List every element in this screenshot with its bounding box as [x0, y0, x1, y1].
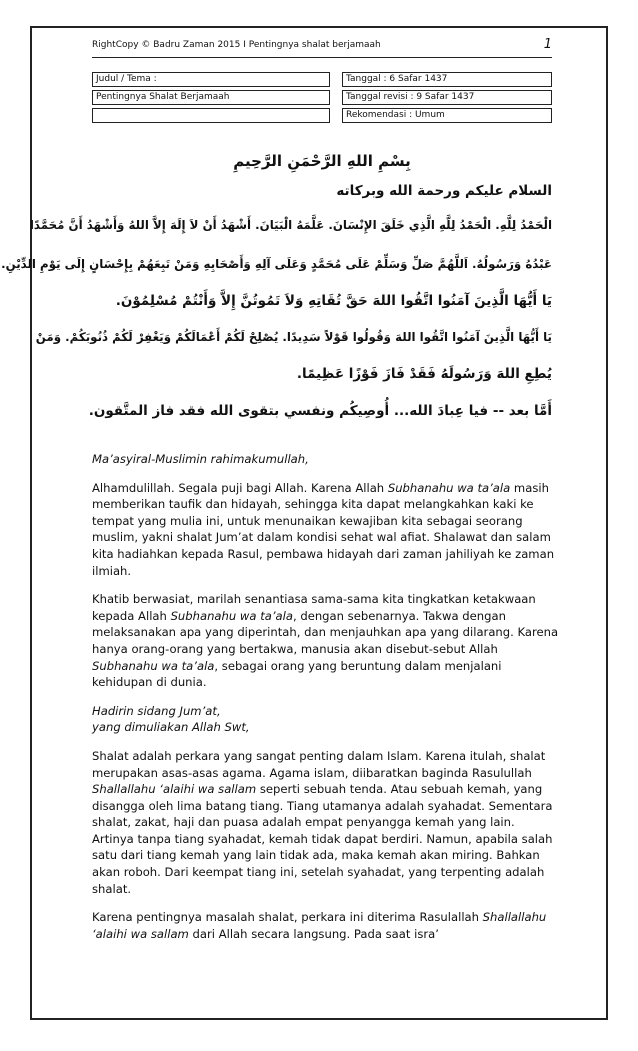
header-divider — [92, 57, 552, 58]
paragraph-3: Shalat adalah perkara yang sangat penting dalam Islam. Karena itulah, shalat merupakan asas-asas agama. Agama islam, diibaratkan baginda Rasulullah Shallallahu ‘alaihi wa sallam seperti sebuah tenda. Atau sebuah kemah, yang disangga oleh lima batang tiang. Tiang utamanya adalah syahadat. Sementara shalat, zakat, haji dan puasa adalah empat penyangga kemah yang lain. Artinya tanpa tiang syahadat, kemah tidak dapat berdiri. Namun, apabila salah satu dari tiang kemah yang lain tidak ada, maka kemah akan miring. Bahkan akan roboh. Dari keempat tiang ini, setelah syahadat, yang terpenting adalah shalat. — [92, 748, 553, 896]
paragraph-4: Karena pentingnya masalah shalat, perkara ini diterima Rasulallah Shallallahu ‘alaihi wa sallam dari Allah secara langsung. Pada saat isra’ — [92, 910, 547, 941]
arabic-line-6: أَمَّا بعد -- فيا عِبادَ الله... أُوصِيكُم ونفسي بتقوى الله فقد فاز المتَّقون. — [88, 403, 552, 419]
page-number: 1 — [543, 37, 552, 52]
arabic-salam: السلام عليكم ورحمة الله وبركاته — [336, 183, 552, 199]
meta-row — [92, 90, 552, 105]
page-header — [92, 39, 552, 55]
meta-empty-cell — [92, 108, 330, 123]
arabic-line-4: يَا أَيُّهَا الَّذِينَ آمَنُوا اتَّقُوا اللهَ وَقُولُوا قَوْلاً سَدِيدًا. يُصْلِحْ لَكُمْ أَعْمَالَكُمْ وَيَغْفِرْ لَكُمْ ذُنُوبَكُمْ. وَمَنْ — [35, 330, 552, 344]
meta-row — [92, 108, 552, 123]
meta-title-label: Judul / Tema : — [92, 72, 330, 87]
meta-title-value: Pentingnya Shalat Berjamaah — [92, 90, 330, 105]
arabic-line-5: يُطِعِ اللهَ وَرَسُولَهُ فَقَدْ فَازَ فَوْزًا عَظِيمًا. — [296, 366, 552, 382]
meta-date: Tanggal : 6 Safar 1437 — [342, 72, 552, 87]
address: Hadirin sidang Jum’at, yang dimuliakan Allah Swt, — [92, 703, 250, 735]
header-text: RightCopy © Badru Zaman 2015 I Pentingnya shalat berjamaah — [92, 40, 381, 50]
arabic-line-3: يَا أَيُّهَا الَّذِينَ آمَنُوا اتَّقُوا اللهَ حَقَّ تُقَاتِهِ وَلاَ تَمُوتُنَّ إِلاَّ وَأَنْتُمْ مُسْلِمُوْنَ. — [115, 293, 552, 309]
meta-table — [92, 69, 552, 126]
meta-recommendation: Rekomendasi : Umum — [342, 108, 552, 123]
greeting: Ma’asyiral-Muslimin rahimakumullah, — [92, 452, 309, 466]
arabic-line-2: عَبْدُهُ وَرَسُولُهُ. اَللَّهُمَّ صَلِّ وَسَلِّمْ عَلَى مُحَمَّدٍ وَعَلَى آلِهِ وَأَصْحَابِهِ وَمَنْ تَبِعَهُمْ بِإِحْسَانٍ إِلَى يَوْمِ الدِّيْنِ. — [1, 257, 552, 271]
meta-revision-date: Tanggal revisi : 9 Safar 1437 — [342, 90, 552, 105]
arabic-basmalah: بِسْمِ اللهِ الرَّحْمَنِ الرَّحِيمِ — [233, 152, 411, 170]
paragraph-2: Khatib berwasiat, marilah senantiasa sama-sama kita tingkatkan ketakwaan kepada Allah Subhanahu wa ta’ala, dengan sebenarnya. Takwa dengan melaksanakan apa yang diperintah, dan menjauhkan apa yang dilarang. Karena hanya orang-orang yang bertakwa, manusia akan disebut-sebut Allah Subhanahu wa ta’ala, sebagai orang yang beruntung dalam menjalani kehidupan di dunia. — [92, 592, 559, 690]
meta-row — [92, 72, 552, 87]
paragraph-1: Alhamdulillah. Segala puji bagi Allah. Karena Allah Subhanahu wa ta’ala masih memberikan taufik dan hidayah, sehingga kita dapat melangkahkan kaki ke tempat yang mulia ini, untuk menunaikan kewajiban kita sebagai seorang muslim, yakni shalat Jum’at dalam kondisi sehat wal afiat. Shalawat dan salam kita hadiahkan kepada Rasul, pembawa hidayah dari zaman jahiliyah ke zaman ilmiah. — [92, 480, 555, 578]
arabic-line-1: الْحَمْدُ لِلَّهِ. الْحَمْدُ لِلَّهِ الَّذِي خَلَقَ الإِنْسَانَ. عَلَّمَهُ الْبَيَانَ. أَشْهَدُ أَنْ لاَ إِلَهَ إِلاَّ اللهُ وَأَشْهَدُ أَنَّ مُحَمَّدًا — [29, 218, 552, 232]
sermon-body — [92, 451, 560, 954]
